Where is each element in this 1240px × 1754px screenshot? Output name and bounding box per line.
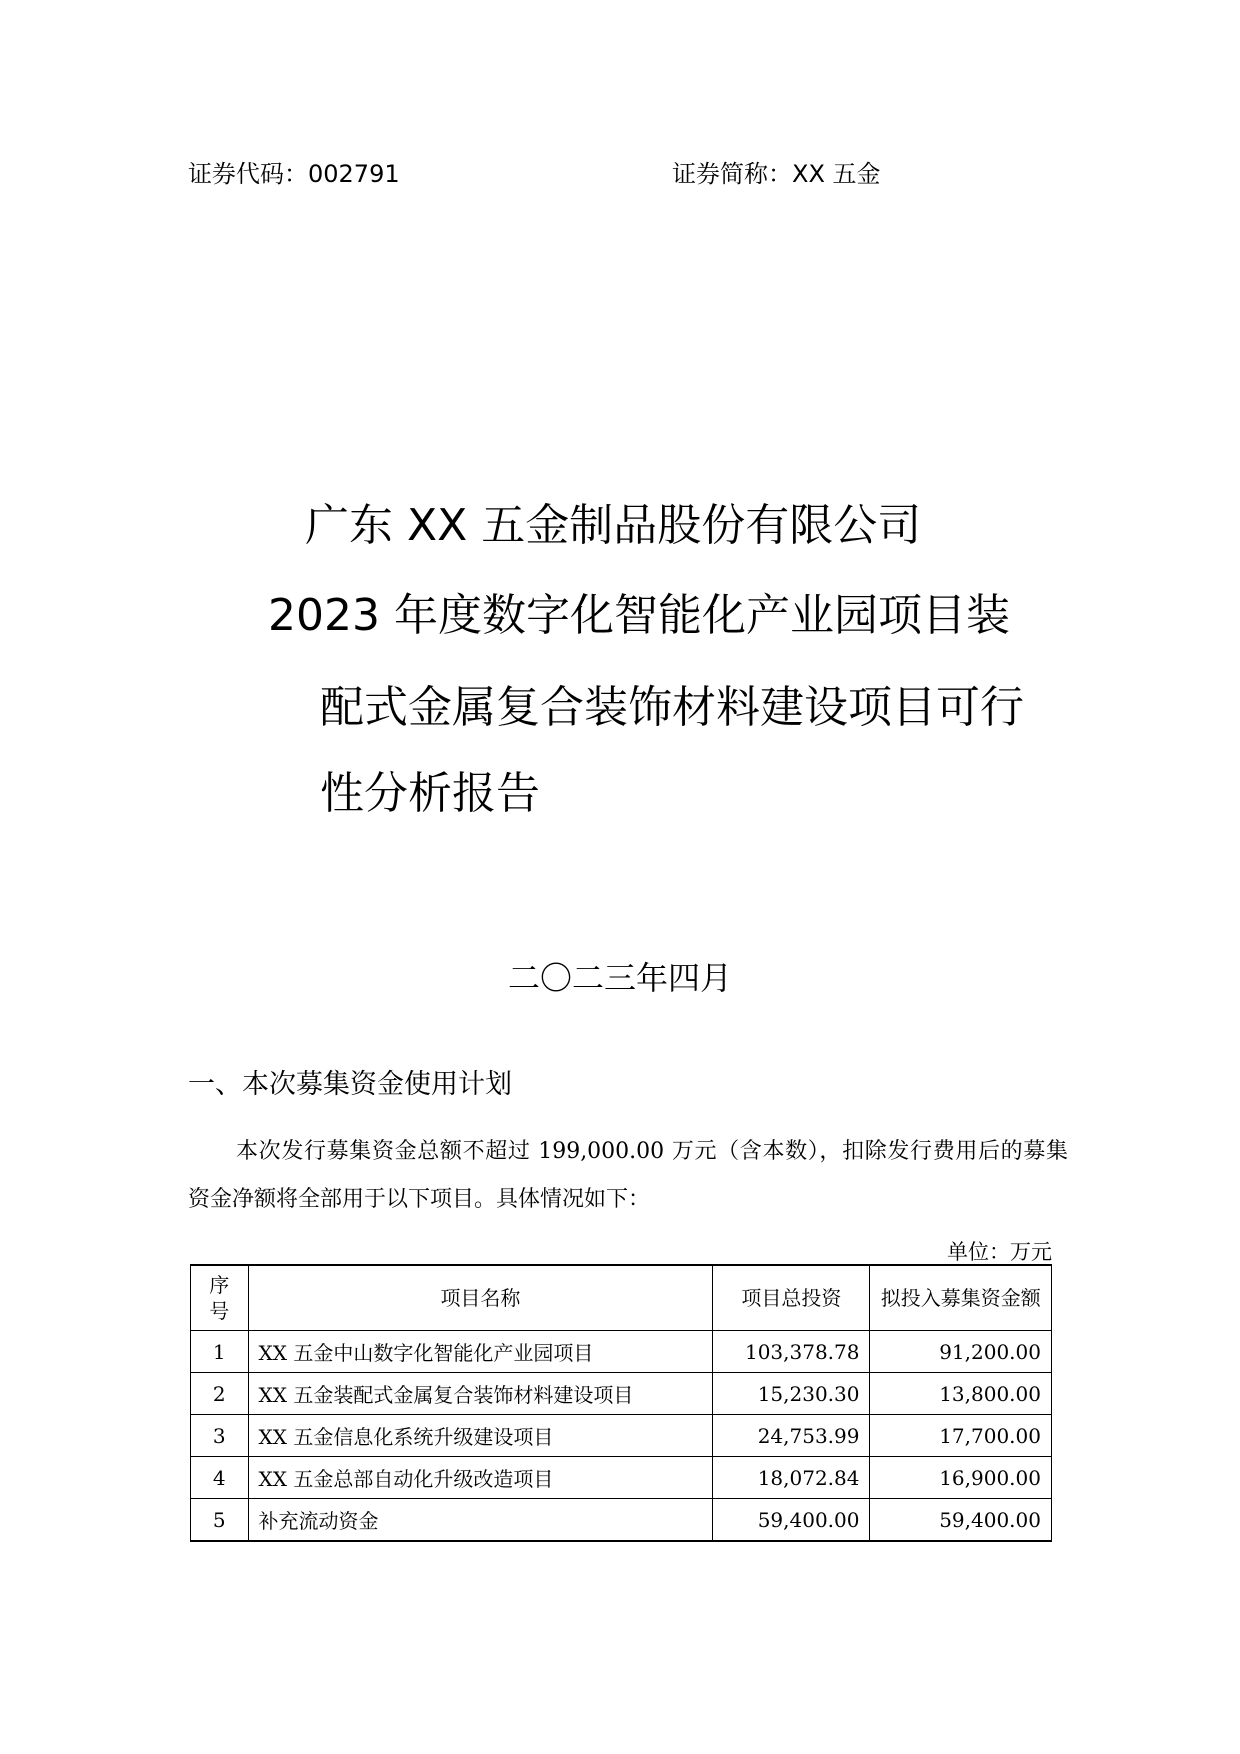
section-paragraph: 本次发行募集资金总额不超过 199,000.00 万元（含本数），扣除发行费用后的募集资金净额将全部用于以下项目。具体情况如下： <box>188 1139 1068 1212</box>
table-row <box>191 1373 1052 1415</box>
cell-planned-raise: 16,900.00 <box>870 1457 1052 1499</box>
cell-project-name: XX 五金装配式金属复合装饰材料建设项目 <box>248 1373 713 1415</box>
header-total-investment: 项目总投资 <box>713 1265 870 1331</box>
cell-project-name: XX 五金信息化系统升级建设项目 <box>248 1415 713 1457</box>
fund-usage-table <box>190 1264 1052 1542</box>
cell-project-name: XX 五金总部自动化升级改造项目 <box>248 1457 713 1499</box>
cell-planned-raise: 59,400.00 <box>870 1499 1052 1542</box>
report-title-line-1: 广东 XX 五金制品股份有限公司 <box>305 500 922 551</box>
cell-index: 3 <box>191 1415 249 1457</box>
header-index: 序号 <box>191 1265 249 1331</box>
cell-project-name: 补充流动资金 <box>248 1499 713 1542</box>
cell-total-investment: 59,400.00 <box>713 1499 870 1542</box>
report-title-line-2: 2023 年度数字化智能化产业园项目装 <box>268 590 1010 641</box>
cell-planned-raise: 91,200.00 <box>870 1331 1052 1373</box>
table-row <box>191 1415 1052 1457</box>
unit-label: 单位：万元 <box>947 1240 1052 1264</box>
cell-planned-raise: 17,700.00 <box>870 1415 1052 1457</box>
cell-index: 4 <box>191 1457 249 1499</box>
cell-total-investment: 15,230.30 <box>713 1373 870 1415</box>
table-row <box>191 1457 1052 1499</box>
cell-project-name: XX 五金中山数字化智能化产业园项目 <box>248 1331 713 1373</box>
header-project-name: 项目名称 <box>248 1265 713 1331</box>
security-code: 证券代码：002791 <box>188 160 400 188</box>
cell-planned-raise: 13,800.00 <box>870 1373 1052 1415</box>
report-date: 二〇二三年四月 <box>507 959 732 997</box>
table-row <box>191 1499 1052 1542</box>
table-header-row <box>191 1265 1052 1331</box>
security-name: 证券简称：XX 五金 <box>672 160 881 188</box>
cell-index: 5 <box>191 1499 249 1542</box>
report-title-line-4: 性分析报告 <box>320 768 540 819</box>
report-title-line-3: 配式金属复合装饰材料建设项目可行 <box>320 682 1024 733</box>
table-row <box>191 1331 1052 1373</box>
section-heading: 一、本次募集资金使用计划 <box>188 1069 512 1100</box>
cell-index: 2 <box>191 1373 249 1415</box>
header-planned-raise: 拟投入募集资金额 <box>870 1265 1052 1331</box>
cell-index: 1 <box>191 1331 249 1373</box>
cell-total-investment: 18,072.84 <box>713 1457 870 1499</box>
cell-total-investment: 24,753.99 <box>713 1415 870 1457</box>
cell-total-investment: 103,378.78 <box>713 1331 870 1373</box>
